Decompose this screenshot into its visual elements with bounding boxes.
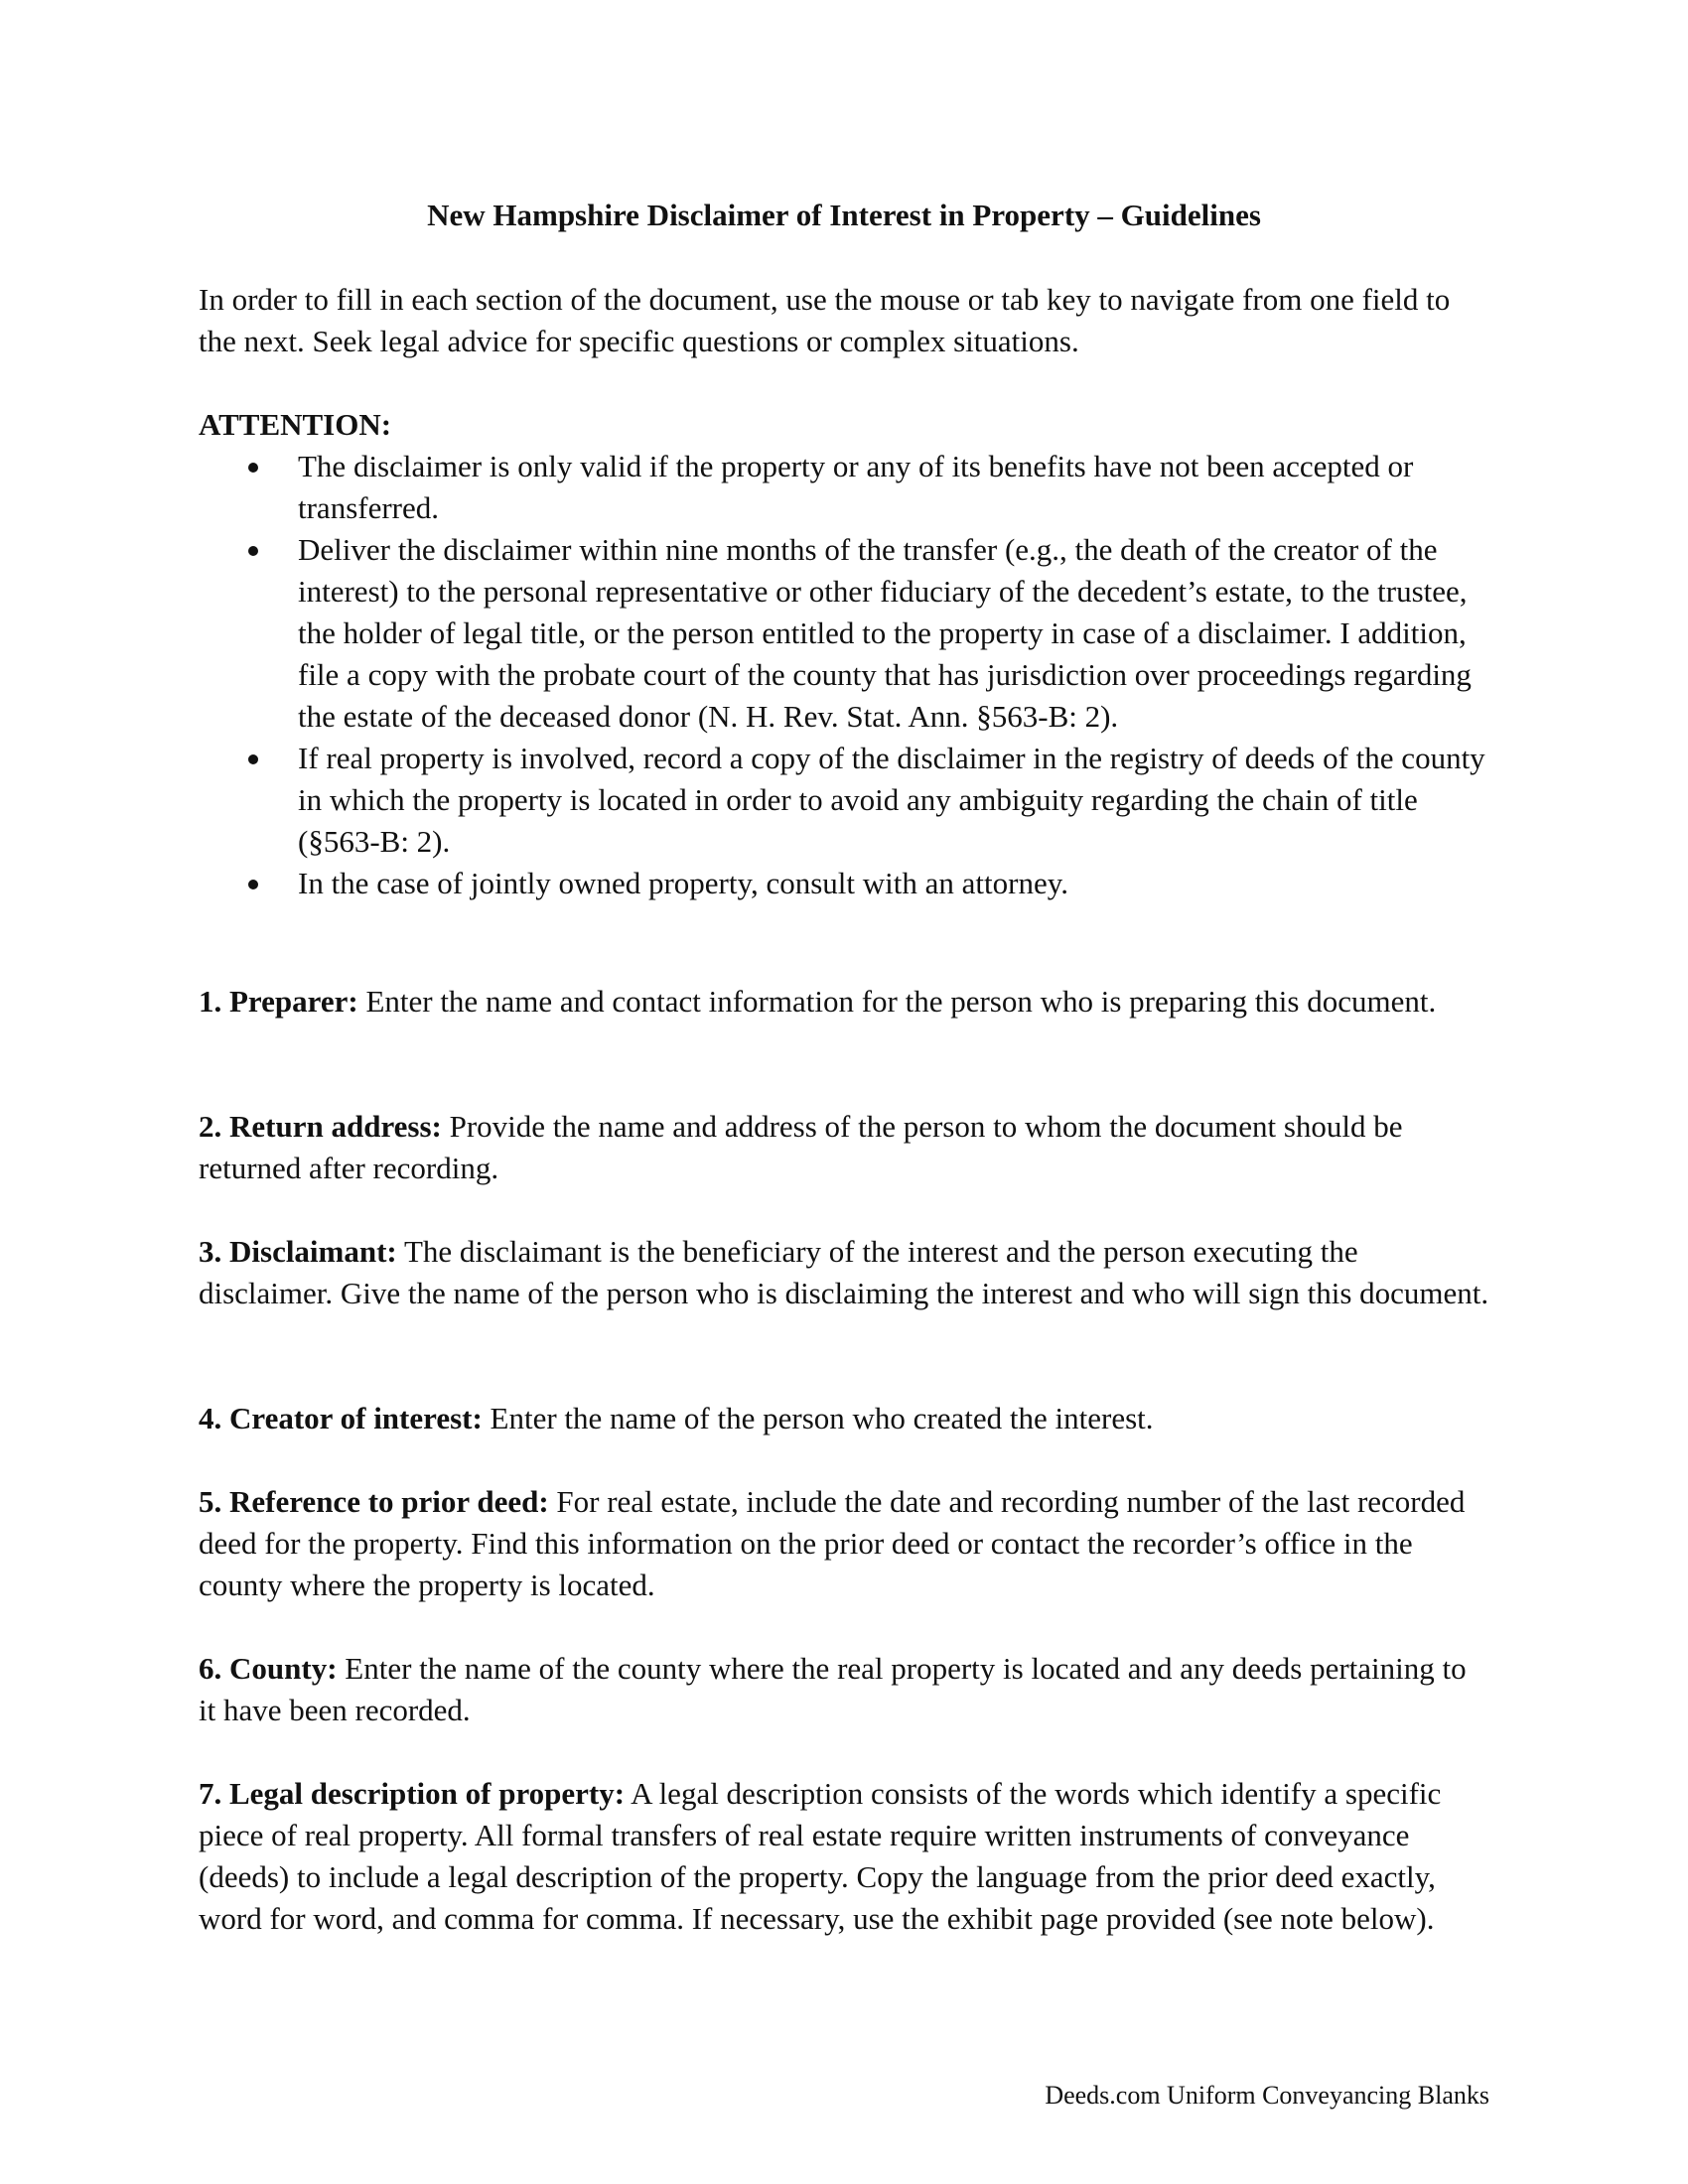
attention-list: [199, 446, 1489, 904]
section-label: 5. Reference to prior deed:: [199, 1484, 549, 1519]
section-text: Enter the name and contact information for the person who is preparing this document.: [365, 984, 1437, 1019]
page-footer: Deeds.com Uniform Conveyancing Blanks: [1045, 2081, 1489, 2110]
bullet-text: Deliver the disclaimer within nine months of the transfer (e.g., the death of the creator of the interest) to the personal representative or other fiduciary of the decedent’s estate, to the trustee, the holder of legal title, or the person entitled to the property in case of a disclaimer. I addition, file a copy with the probate court of the county that has jurisdiction over proceedings regarding the estate of the deceased donor (N. H. Rev. Stat. Ann. §563-B: 2).: [298, 532, 1472, 734]
section-text: Enter the name of the person who created the interest.: [490, 1401, 1154, 1435]
list-item: [199, 863, 1489, 904]
bullet-text: In the case of jointly owned property, consult with an attorney.: [298, 866, 1068, 900]
section-text: For real estate, include the date and recording number of the last recorded deed for the property. Find this information on the prior deed or contact the recorder’s office in the county where the property is located.: [199, 1484, 1466, 1602]
list-item: [199, 738, 1489, 863]
bullet-icon: [248, 463, 258, 473]
bullet-icon: [248, 546, 258, 556]
section-reference-to-prior-deed: [199, 1481, 1489, 1606]
list-item: [199, 446, 1489, 529]
document-page: [199, 0, 1489, 2184]
section-preparer: [199, 981, 1489, 1023]
bullet-text: The disclaimer is only valid if the property or any of its benefits have not been accepted or transferred.: [298, 449, 1414, 525]
section-label: 7. Legal description of property:: [199, 1776, 626, 1811]
section-label: 1. Preparer:: [199, 984, 358, 1019]
section-county: [199, 1648, 1489, 1731]
bullet-icon: [248, 754, 258, 764]
section-label: 6. County:: [199, 1651, 338, 1686]
section-legal-description: [199, 1773, 1489, 1940]
intro-paragraph: In order to fill in each section of the document, use the mouse or tab key to navigate from one field to the next. Seek legal advice for specific questions or complex situations.: [199, 282, 1451, 358]
section-creator-of-interest: [199, 1398, 1489, 1439]
attention-block: [199, 404, 1489, 904]
section-text: Enter the name of the county where the real property is located and any deeds pertaining to it have been recorded.: [199, 1651, 1467, 1727]
section-label: 3. Disclaimant:: [199, 1234, 397, 1269]
section-text: Provide the name and address of the person to whom the document should be returned after recording.: [199, 1109, 1403, 1185]
attention-heading: ATTENTION:: [199, 407, 392, 442]
section-label: 2. Return address:: [199, 1109, 442, 1144]
list-item: [199, 529, 1489, 738]
bullet-text: If real property is involved, record a copy of the disclaimer in the registry of deeds of the county in which the property is located in order to avoid any ambiguity regarding the chain of title (§563-B: 2).: [298, 741, 1485, 859]
section-disclaimant: [199, 1231, 1489, 1314]
section-label: 4. Creator of interest:: [199, 1401, 483, 1435]
section-text: A legal description consists of the words which identify a specific piece of real property. All formal transfers of real estate require written instruments of conveyance (deeds) to include a legal description of the property. Copy the language from the prior deed exactly, word for word, and comma for comma. If necessary, use the exhibit page provided (see note below).: [199, 1776, 1442, 1936]
bullet-icon: [248, 880, 258, 889]
section-return-address: [199, 1106, 1489, 1189]
page-title: New Hampshire Disclaimer of Interest in Property – Guidelines: [427, 198, 1261, 232]
section-text: The disclaimant is the beneficiary of the interest and the person executing the disclaimer. Give the name of the person who is disclaiming the interest and who will sign this document.: [199, 1234, 1489, 1310]
